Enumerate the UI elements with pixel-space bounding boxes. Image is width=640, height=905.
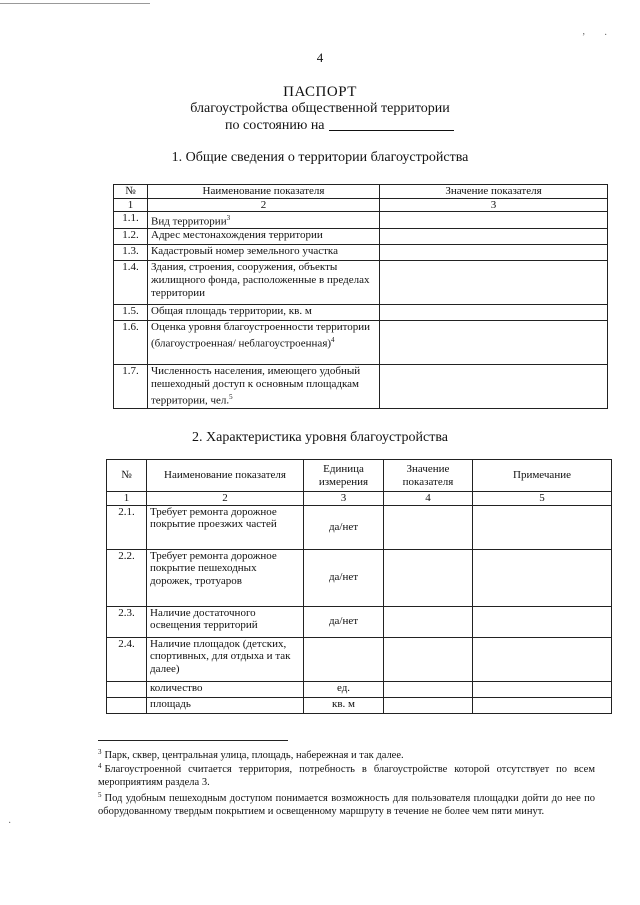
column-number: 2 [147,492,304,506]
section2-table [106,459,612,714]
note-cell [473,637,612,681]
section1-heading: 1. Общие сведения о территории благоустройства [171,150,469,165]
section2-heading: 2. Характеристика уровня благоустройства [192,430,448,445]
footnote-text: Под удобным пешеходным доступом понимается возможность для пользователя площадки дойти до нее по оборудованному твердым покрытием и освещенному маршруту в течение не более чем пяти минут. [98,793,595,817]
indicator-value [380,229,608,245]
indicator-name: Наличие площадок (детских, спортивных, для отдыха и так далее) [147,637,304,681]
indicator-value [380,212,608,229]
indicator-value [380,261,608,305]
value-cell [384,549,473,606]
row-number: 1.7. [114,365,148,409]
header-cell: Значение показателя [380,185,608,199]
table-row [114,321,608,365]
indicator-value [380,365,608,409]
value-cell [384,697,473,713]
footnote-number: 5 [98,791,102,799]
as-of-line [225,118,525,134]
header-cell: Значение показателя [384,460,473,492]
column-number: 1 [114,198,148,212]
value-cell [384,505,473,549]
table-row [107,681,612,697]
unit-cell: да/нет [304,606,384,637]
indicator-name: Требует ремонта дорожное покрытие пешеходных дорожек, тротуаров [147,549,304,606]
table-row [114,212,608,229]
indicator-name: количество [147,681,304,697]
table-row [114,229,608,245]
row-number: 2.1. [107,505,147,549]
footnote-number: 3 [98,748,102,756]
indicator-name: Здания, строения, сооружения, объекты жилищного фонда, расположенные в пределах территории [148,261,380,305]
footnote-separator [98,740,288,741]
note-cell [473,606,612,637]
footnote-ref: 5 [229,392,233,401]
table-row [114,261,608,305]
indicator-name: Оценка уровня благоустроенности территории (благоустроенная/ неблагоустроенная)$^4$ [148,321,380,365]
row-number: 2.3. [107,606,147,637]
table-row [107,505,612,549]
unit-cell: кв. м [304,697,384,713]
header-cell: Примечание [473,460,612,492]
footnote-ref: 4 [331,336,335,345]
column-number-row [107,492,612,506]
header-cell: Единица измерения [304,460,384,492]
table-row [107,549,612,606]
header-cell: Наименование показателя [148,185,380,199]
row-number [107,697,147,713]
indicator-name: Вид территории$^3$ [148,212,380,229]
column-number: 1 [107,492,147,506]
header-cell: № [107,460,147,492]
row-number: 2.4. [107,637,147,681]
indicator-name: Требует ремонта дорожное покрытие проезжих частей [147,505,304,549]
note-cell [473,505,612,549]
row-number: 1.1. [114,212,148,229]
indicator-name: Кадастровый номер земельного участка [148,245,380,261]
row-number [107,681,147,697]
row-number: 1.4. [114,261,148,305]
value-cell [384,637,473,681]
row-number: 1.5. [114,305,148,321]
table-header-row [114,185,608,199]
row-number: 1.3. [114,245,148,261]
note-cell [473,697,612,713]
indicator-value [380,321,608,365]
footnote-text: Благоустроенной считается территория, потребность в благоустройстве которой отсутствует по всем мероприятиям раздела 3. [98,764,595,788]
unit-cell: да/нет [304,549,384,606]
indicator-name: площадь [147,697,304,713]
document-title: ПАСПОРТ [283,84,357,100]
footnote-text: Парк, сквер, центральная улица, площадь, набережная и так далее. [104,750,404,761]
unit-cell [304,637,384,681]
scan-mark: · [604,30,608,41]
table-row [107,697,612,713]
indicator-name: Адрес местонахождения территории [148,229,380,245]
indicator-name: Общая площадь территории, кв. м [148,305,380,321]
indicator-name: Численность населения, имеющего удобный пешеходный доступ к основным площадкам территории, чел.$^5$ [148,365,380,409]
column-number: 4 [384,492,473,506]
note-cell [473,549,612,606]
unit-cell: да/нет [304,505,384,549]
unit-cell: ед. [304,681,384,697]
column-number-row [114,198,608,212]
as-of-label: по состоянию на [225,118,325,133]
scan-artifact-line [0,3,150,4]
table-row [107,606,612,637]
footnote-number: 4 [98,762,102,770]
indicator-name: Наличие достаточного освещения территорий [147,606,304,637]
row-number: 1.6. [114,321,148,365]
table-row [114,365,608,409]
header-cell: Наименование показателя [147,460,304,492]
table-row [114,305,608,321]
page-number: 4 [316,50,324,65]
row-number: 1.2. [114,229,148,245]
column-number: 3 [380,198,608,212]
table-row [114,245,608,261]
indicator-value [380,305,608,321]
footnote [98,789,595,818]
section1-table [113,184,608,409]
header-cell: № [114,185,148,199]
table-header-row [107,460,612,492]
footnote-ref: 3 [226,214,231,223]
column-number: 5 [473,492,612,506]
scan-mark: · [8,818,12,829]
column-number: 3 [304,492,384,506]
note-cell [473,681,612,697]
footnote [98,760,595,789]
value-cell [384,681,473,697]
column-number: 2 [148,198,380,212]
row-number: 2.2. [107,549,147,606]
date-blank-field [329,118,454,131]
value-cell [384,606,473,637]
indicator-value [380,245,608,261]
document-subtitle: благоустройства общественной территории [190,101,450,116]
scan-mark: ‚ [582,26,586,37]
table-row [107,637,612,681]
